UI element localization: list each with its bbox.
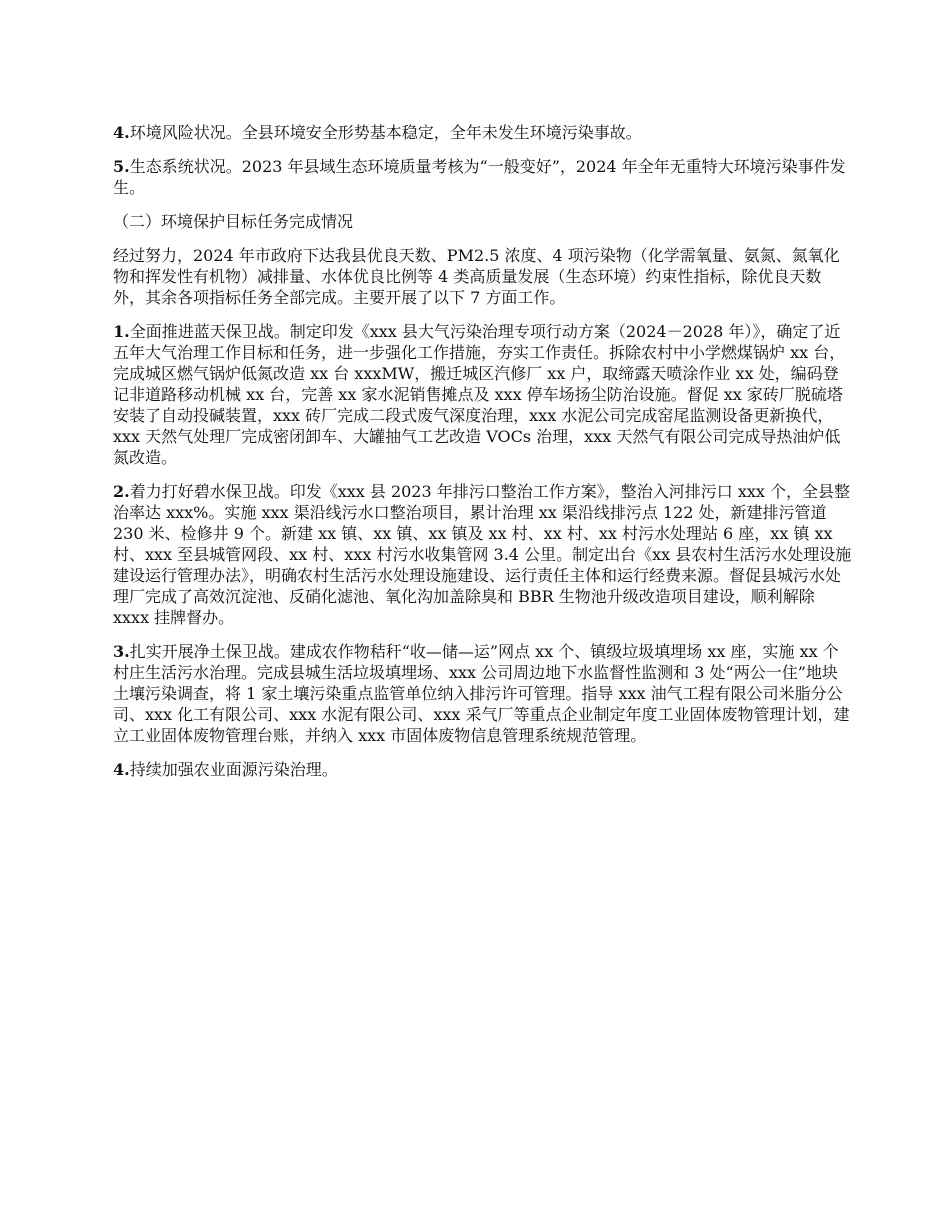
paragraph-agricultural-pollution: [113, 759, 853, 780]
item-number: 3.: [113, 642, 130, 661]
item-number: 1.: [113, 322, 130, 341]
paragraph-text: 全面推进蓝天保卫战。制定印发《xxx 县大气污染治理专项行动方案（2024－2028 年）》，确定了近五年大气治理工作目标和任务，进一步强化工作措施，夯实工作责任。拆除农村中小学燃煤锅炉 xx 台，完成城区燃气锅炉低氮改造 xx 台 xxxMW，搬迁城区汽修厂 xx 户，取缔露天喷涂作业 xx 处，编码登记非道路移动机械 xx 台，完善 xx 家水泥销售摊点及 xxx 停车场扬尘防治设施。督促 xx 家砖厂脱硫塔安装了自动投碱装置，xxx 砖厂完成二段式废气深度治理，xxx 水泥公司完成窑尾监测设备更新换代，xxx 天然气处理厂完成密闭卸车、大罐抽气工艺改造 VOCs 治理，xxx 天然气有限公司完成导热油炉低氮改造。: [113, 322, 846, 467]
paragraph-text: 环境风险状况。全县环境安全形势基本稳定，全年未发生环境污染事故。: [129, 123, 642, 142]
paragraph-environmental-risk: [113, 122, 853, 143]
paragraph-summary: [113, 245, 853, 308]
paragraph-text: 经过努力，2024 年市政府下达我县优良天数、PM2.5 浓度、4 项污染物（化学需氧量、氨氮、氮氧化物和挥发性有机物）减排量、水体优良比例等 4 类高质量发展（生态环境）约束性指标，除优良天数外，其余各项指标任务全部完成。主要开展了以下 7 方面工作。: [113, 246, 840, 307]
item-number: 4.: [113, 123, 130, 142]
section-heading: [113, 211, 853, 232]
paragraph-blue-sky: [113, 321, 853, 468]
section-heading-text: （二）环境保护目标任务完成情况: [113, 212, 354, 231]
document-body: [113, 122, 853, 793]
item-number: 2.: [113, 482, 130, 501]
paragraph-text: 着力打好碧水保卫战。印发《xxx 县 2023 年排污口整治工作方案》，整治入河排污口 xxx 个，全县整治率达 xxx%。实施 xxx 渠沿线污水口整治项目，累计治理 xx 渠沿线排污点 122 处，新建排污管道 230 米、检修井 9 个。新建 xx 镇、xx 镇、xx 镇及 xx 村、xx 村、xx 村污水处理站 6 座，xx 镇 xx 村、xxx 至县城管网段、xx 村、xxx 村污水收集管网 3.4 公里。制定出台《xx 县农村生活污水处理设施建设运行管理办法》，明确农村生活污水处理设施建设、运行责任主体和运行经费来源。督促县城污水处理厂完成了高效沉淀池、反硝化滤池、氧化沟加盖除臭和 BBR 生物池升级改造项目建设，顺利解除 xxxx 挂牌督办。: [113, 482, 852, 627]
paragraph-clear-water: [113, 481, 853, 628]
paragraph-text: 生态系统状况。2023 年县域生态环境质量考核为“一般变好”，2024 年全年无重特大环境污染事件发生。: [113, 157, 846, 197]
paragraph-text: 持续加强农业面源污染治理。: [129, 760, 338, 779]
item-number: 5.: [113, 157, 130, 176]
paragraph-text: 扎实开展净土保卫战。建成农作物秸秆“收—储—运”网点 xx 个、镇级垃圾填埋场 xx 座，实施 xx 个村庄生活污水治理。完成县城生活垃圾填埋场、xxx 公司周边地下水监督性监测和 3 处“两公一住”地块土壤污染调查，将 1 家土壤污染重点监管单位纳入排污许可管理。指导 xxx 油气工程有限公司米脂分公司、xxx 化工有限公司、xxx 水泥有限公司、xxx 采气厂等重点企业制定年度工业固体废物管理计划，建立工业固体废物管理台账，并纳入 xxx 市固体废物信息管理系统规范管理。: [113, 642, 850, 745]
paragraph-pure-soil: [113, 641, 853, 746]
paragraph-ecosystem-status: [113, 156, 853, 198]
item-number: 4.: [113, 760, 130, 779]
